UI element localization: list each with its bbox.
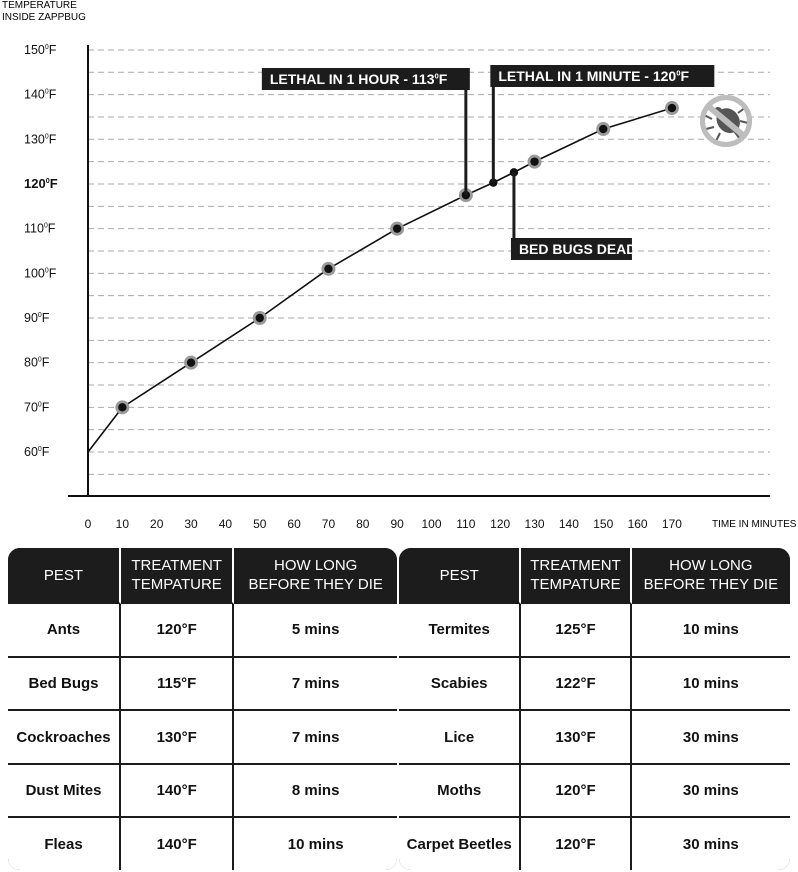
y-tick-value: 140 [24, 87, 45, 102]
x-tick-label: 30 [184, 517, 198, 531]
annotation-label-degree: 0 [636, 241, 641, 251]
x-tick-label: 150 [593, 517, 614, 531]
x-tick-label: 90 [390, 517, 404, 531]
time-to-die-cell: 7 mins [234, 658, 397, 712]
x-tick-label: 100 [421, 517, 442, 531]
column-header [234, 548, 397, 604]
data-point [256, 314, 264, 322]
annotation-1 [262, 68, 470, 195]
y-tick-value: 90 [24, 310, 38, 325]
y-tick-label [24, 43, 57, 57]
treatment-temp-cell: 130°F [121, 711, 234, 765]
y-tick-unit: F [47, 221, 56, 236]
y-tick-unit: F [41, 310, 50, 325]
pest-table-left [8, 548, 397, 870]
y-tick-label [24, 311, 50, 325]
column-header-line: BEFORE THEY DIE [643, 576, 779, 593]
y-tick-unit: F [49, 175, 58, 191]
y-tick [24, 356, 50, 370]
time-to-die-cell: 5 mins [234, 604, 397, 658]
column-header-line: HOW LONG [669, 557, 753, 574]
y-tick-degree: 0 [37, 356, 42, 364]
x-tick-label: 0 [84, 517, 92, 531]
column-header-line: BEFORE THEY DIE [248, 576, 383, 593]
pest-name-cell: Fleas [8, 818, 121, 870]
data-point [393, 224, 401, 232]
x-axis-title: TIME IN MINUTES [712, 519, 797, 530]
column-header-line: TREATMENT [530, 557, 621, 574]
treatment-temp-cell: 120°F [121, 604, 234, 658]
y-tick [24, 43, 57, 57]
y-tick [24, 311, 50, 325]
y-tick [24, 445, 50, 459]
column-header-line: PEST [43, 566, 84, 584]
y-axis-title-line-1: TEMPERATURE [2, 0, 77, 11]
treatment-temp-cell: 115°F [121, 658, 234, 712]
data-point [187, 358, 195, 366]
y-tick [24, 176, 58, 191]
y-tick [24, 222, 56, 236]
x-tick-label: 140 [558, 517, 579, 531]
table-row [399, 711, 790, 765]
annotation-label-value: LETHAL IN 1 MINUTE - 120 [498, 68, 677, 84]
x-tick-label: 60 [287, 517, 301, 531]
data-point [599, 125, 607, 133]
annotation-label-degree: 0 [676, 68, 681, 78]
series-line [88, 101, 679, 452]
treatment-temp-cell: 140°F [121, 818, 234, 870]
x-tick-label: 70 [321, 517, 336, 531]
pest-name-cell: Ants [8, 604, 121, 658]
y-tick-unit: F [48, 87, 57, 102]
y-tick-degree: 0 [37, 311, 42, 319]
y-tick-unit: F [48, 132, 57, 147]
table-row [399, 658, 790, 712]
y-tick-label [24, 400, 50, 414]
time-to-die-cell: 10 mins [234, 818, 397, 870]
y-tick-label [24, 356, 50, 370]
x-tick-label: 40 [218, 517, 233, 531]
treatment-temp-cell: 130°F [521, 711, 631, 765]
y-tick-value: 110 [24, 221, 44, 236]
time-to-die-cell: 7 mins [234, 711, 397, 765]
y-tick-degree: 0 [44, 133, 49, 141]
data-point [118, 403, 126, 411]
y-tick-labels [24, 43, 58, 459]
treatment-temp-cell: 120°F [521, 765, 631, 819]
table-row [8, 604, 397, 658]
treatment-temp-cell: 125°F [521, 604, 631, 658]
y-tick [24, 400, 50, 414]
y-tick-degree: 0 [44, 267, 49, 275]
table-row [8, 818, 397, 870]
data-point [530, 157, 538, 165]
y-tick-label [24, 132, 57, 146]
time-to-die-cell: 30 mins [632, 765, 790, 819]
x-tick-label: 160 [627, 517, 648, 531]
pest-table-right [399, 548, 790, 870]
time-to-die-cell: 10 mins [632, 604, 790, 658]
column-header [121, 548, 234, 604]
table-row [399, 818, 790, 870]
y-tick-unit: F [48, 266, 57, 281]
annotation-label-unit: F [680, 68, 690, 84]
table-row [399, 765, 790, 819]
y-tick-degree: 0 [37, 446, 42, 453]
column-header [399, 548, 521, 604]
y-tick-value: 70 [24, 400, 38, 415]
pest-name-cell: Bed Bugs [8, 658, 121, 712]
column-header [632, 548, 790, 604]
y-tick-label [24, 266, 57, 280]
y-tick-unit: F [48, 42, 57, 57]
pest-name-cell: Lice [399, 711, 521, 765]
data-point [324, 265, 332, 273]
y-tick [24, 132, 57, 146]
time-to-die-cell: 8 mins [234, 765, 397, 819]
x-tick-labels [85, 517, 683, 531]
y-tick-label [24, 176, 58, 191]
treatment-temp-cell: 122°F [521, 658, 631, 712]
column-header-line: TREATMENT [131, 557, 222, 574]
time-to-die-cell: 30 mins [632, 818, 790, 870]
y-tick-value: 150 [24, 42, 45, 57]
column-header-line: TEMPATURE [131, 576, 222, 593]
annotation-label-value: LETHAL IN 1 HOUR - 113 [269, 71, 435, 87]
y-tick-degree: 0 [45, 176, 50, 185]
time-to-die-cell: 10 mins [632, 658, 790, 712]
annotation-label-unit: F [438, 71, 448, 87]
y-tick-unit: F [41, 355, 50, 370]
column-header [521, 548, 631, 604]
y-tick-label [24, 445, 50, 459]
y-tick-value: 80 [24, 355, 38, 370]
y-tick-degree: 0 [37, 401, 42, 409]
x-tick-label: 20 [150, 517, 164, 531]
y-tick-label [24, 88, 57, 102]
treatment-temp-cell: 120°F [521, 818, 631, 870]
y-tick [24, 266, 57, 280]
x-tick-label: 110 [456, 517, 476, 531]
y-tick-degree: 0 [43, 222, 48, 230]
data-point [668, 104, 676, 112]
column-header-line: TEMPATURE [530, 576, 621, 593]
column-header-line: PEST [439, 566, 479, 584]
treatment-temp-cell: 140°F [121, 765, 234, 819]
time-to-die-cell: 30 mins [632, 711, 790, 765]
x-tick-label: 120 [490, 517, 511, 531]
pest-name-cell: Scabies [399, 658, 521, 712]
x-tick-label: 10 [115, 517, 130, 531]
pest-name-cell: Carpet Beetles [399, 818, 521, 870]
x-tick-label: 130 [524, 517, 545, 531]
table-row [8, 711, 397, 765]
table-row [8, 658, 397, 712]
annotation-3 [511, 172, 641, 260]
y-tick-degree: 0 [44, 43, 49, 51]
y-tick-value: 120 [24, 175, 46, 191]
y-tick-unit: F [41, 400, 50, 415]
x-tick-label: 80 [356, 517, 370, 531]
axes [68, 45, 770, 496]
table-row [8, 765, 397, 819]
annotation-label [270, 71, 448, 87]
y-tick-degree: 0 [44, 88, 49, 96]
gridlines [88, 50, 770, 474]
y-tick-value: 130 [24, 132, 45, 147]
y-tick-unit: F [41, 445, 50, 459]
y-tick-value: 100 [24, 266, 45, 281]
annotation-label [519, 241, 641, 257]
table-row [399, 604, 790, 658]
y-tick-value: 60 [24, 445, 38, 459]
pest-name-cell: Termites [399, 604, 521, 658]
y-axis-title-line-2: INSIDE ZAPPBUG [2, 12, 86, 23]
pest-name-cell: Dust Mites [8, 765, 121, 819]
annotation-label [498, 68, 689, 84]
pest-name-cell: Moths [399, 765, 521, 819]
x-tick-label: 50 [253, 517, 267, 531]
annotation-label-value: BED BUGS DEAD [518, 241, 637, 257]
x-tick-label: 170 [661, 517, 682, 531]
annotation-label-degree: 0 [434, 71, 439, 81]
column-header [8, 548, 121, 604]
y-tick [24, 88, 57, 102]
pest-name-cell: Cockroaches [8, 711, 121, 765]
y-tick-label [24, 222, 56, 236]
series-line-path [88, 108, 672, 452]
no-bed-bugs-icon [700, 95, 752, 147]
column-header-line: HOW LONG [274, 557, 358, 574]
